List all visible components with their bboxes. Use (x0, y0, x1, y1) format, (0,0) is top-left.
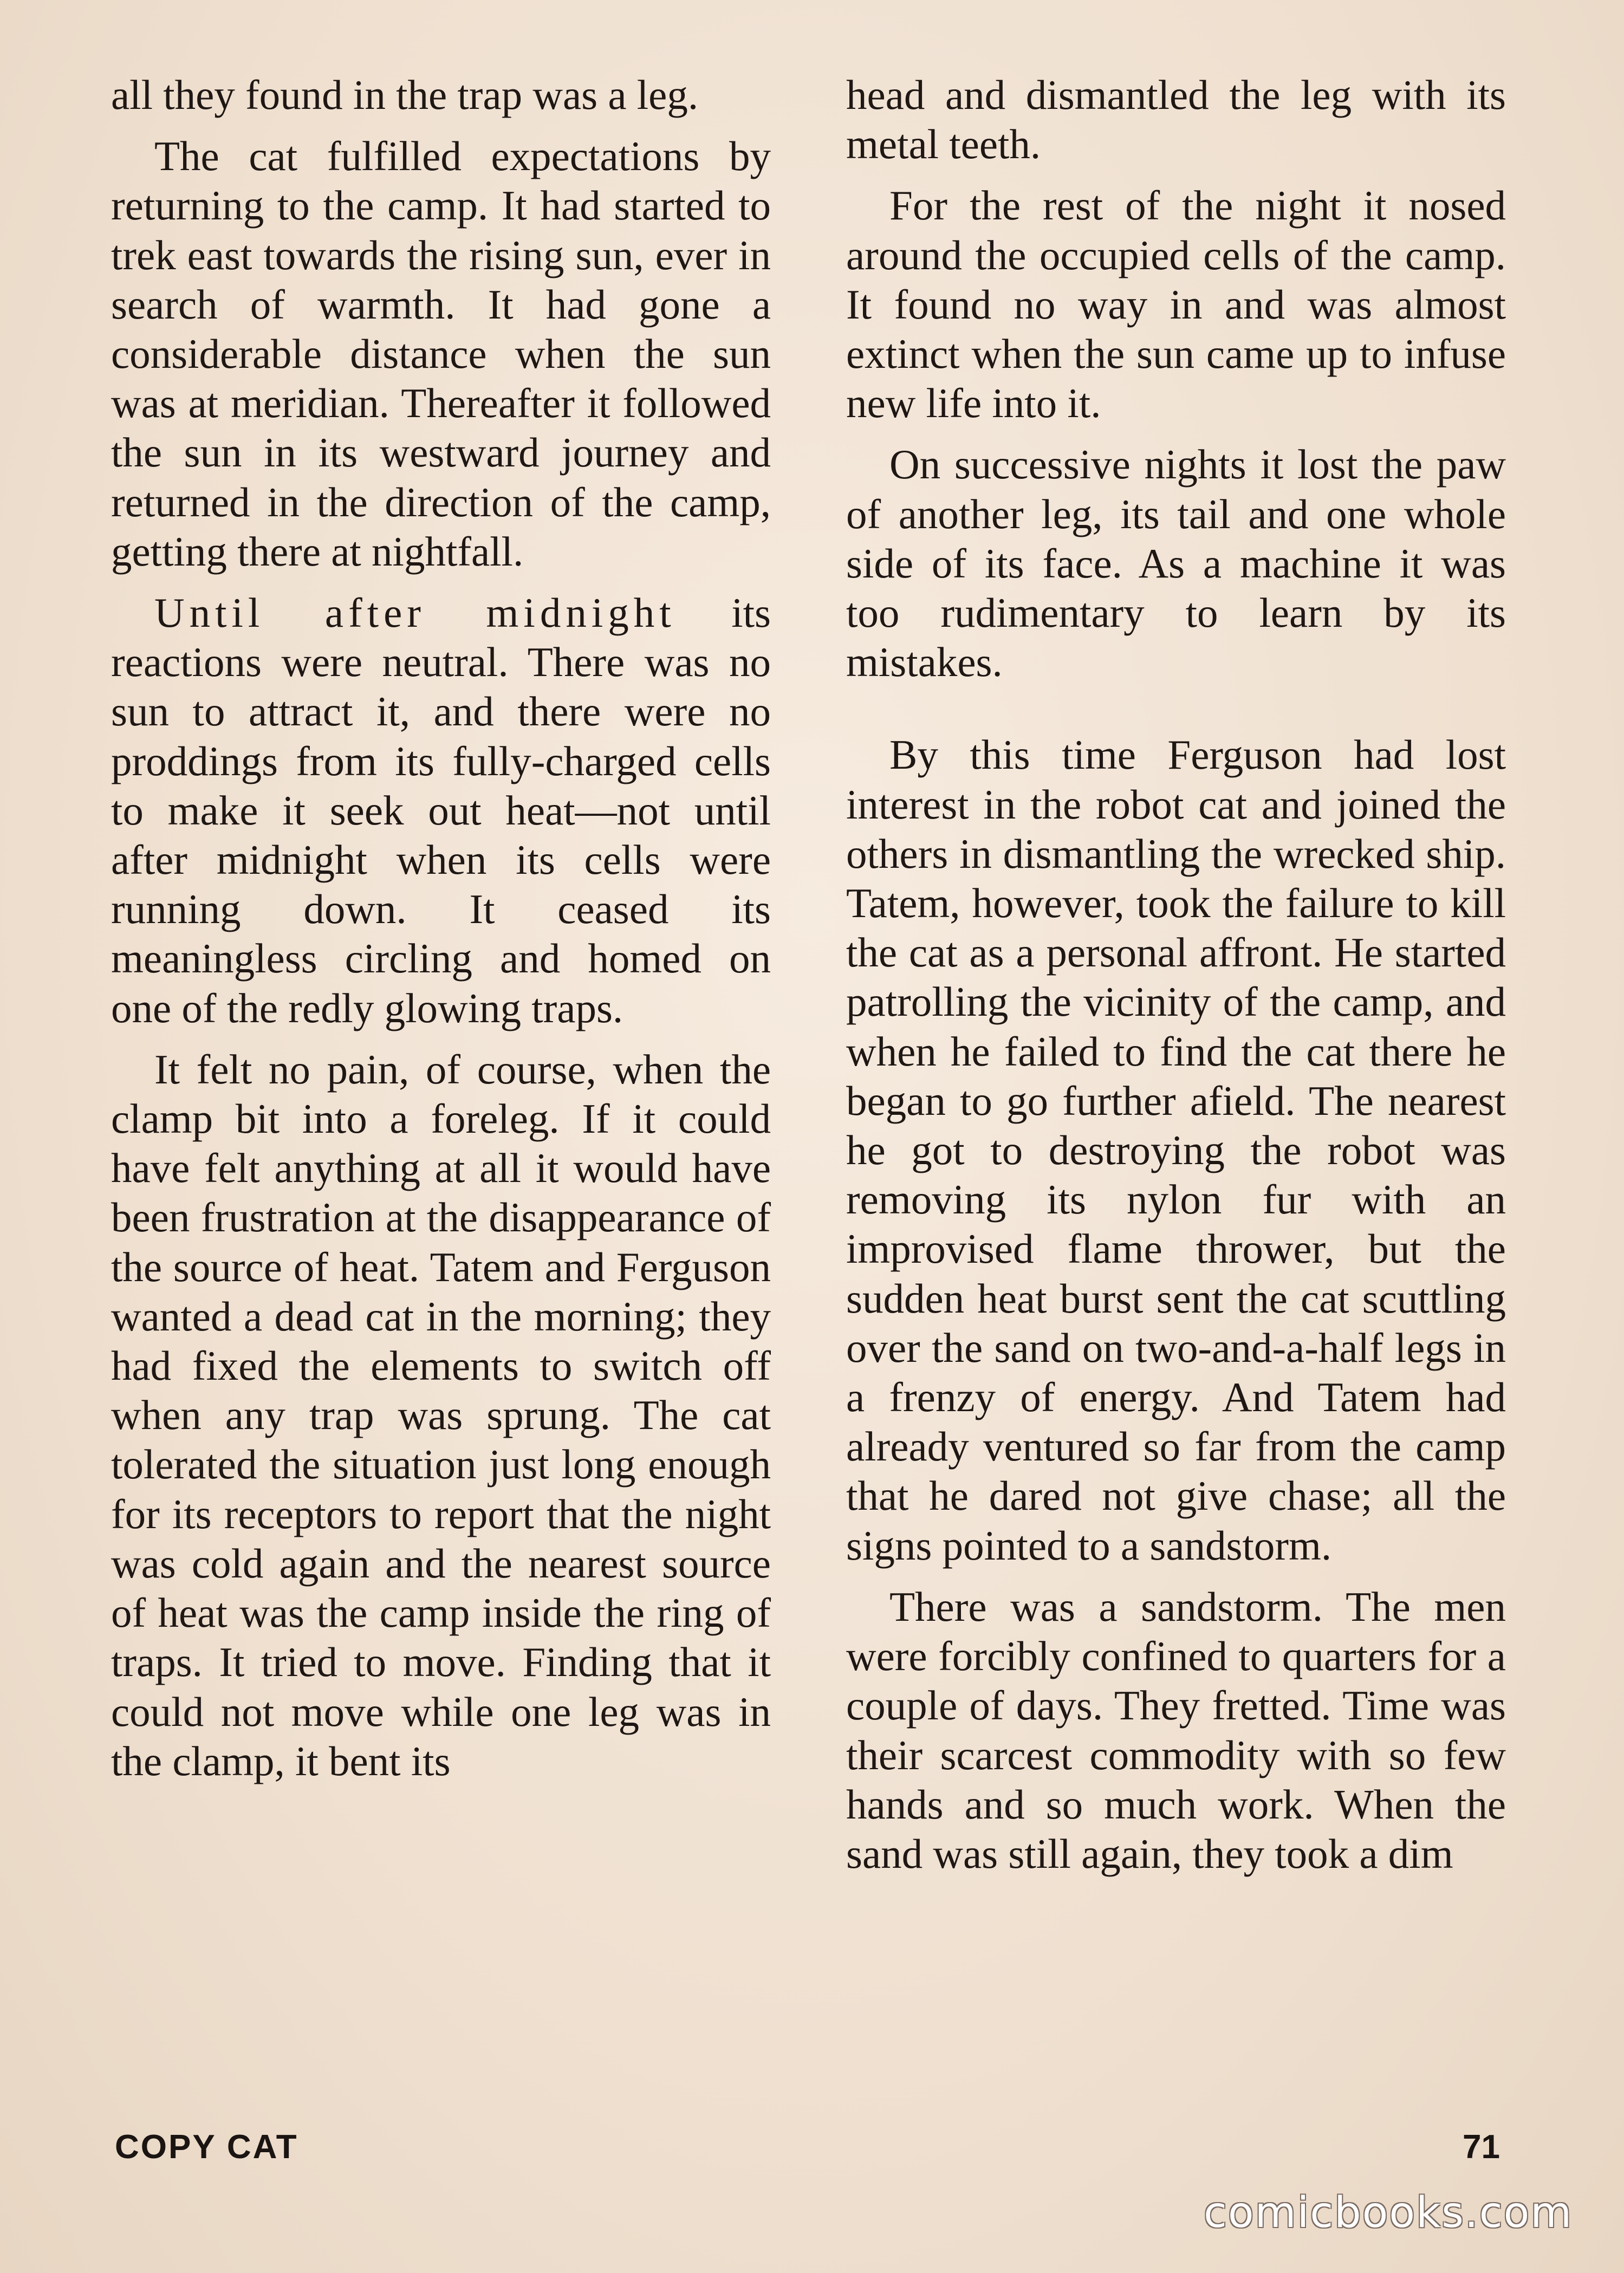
paragraph: There was a sandstorm. The men were forcibly confined to quarters for a couple of days. They fretted. Time was their scarcest commodity with so few hands and so much work. When the sand was still again, they took a dim (846, 1583, 1506, 1877)
paragraph: For the rest of the night it nosed around the occupied cells of the camp. It found no way in and was almost extinct when the sun came up to infuse new life into it. (846, 182, 1506, 427)
paragraph: It felt no pain, of course, when the clamp bit into a foreleg. If it could have felt anything at all it would have been frustration at the disappearance of the source of heat. Tatem and Ferguson wanted a dead cat in the morning; they had fixed the elements to switch off when any trap was sprung. The cat tolerated the situation just long enough for its receptors to report that the night was cold again and the nearest source of heat was the camp inside the ring of traps. It tried to move. Finding that it could not move while one leg was in the clamp, it bent its (111, 1045, 771, 1784)
paragraph: On successive nights it lost the paw of another leg, its tail and one whole side of its face. As a machine it was too rudimentary to learn by its mistakes. (846, 441, 1506, 686)
spaced-lead-in: Until after midnight (154, 589, 676, 637)
paragraph (111, 588, 771, 1033)
paragraph: By this time Ferguson had lost interest in the robot cat and joined the others in dismantling the wrecked ship. Tatem, however, took the failure to kill the cat as a personal affront. He started patrolling the vicinity of the camp, and when he failed to find the cat there he began to go further afield. The nearest he got to destroying the robot was removing its nylon fur with an improvised flame thrower, but the sudden heat burst sent the cat scuttling over the sand on two-and-a-half legs in a frenzy of energy. And Tatem had already ventured so far from the camp that he dared not give chase; all the signs pointed to a sandstorm. (846, 731, 1506, 1569)
paragraph-text: its reactions were neutral. There was no sun to attract it, and there were no proddings from its fully-charged cells to make it seek out heat—not until after midnight when its cells were running down. It ceased its meaningless circling and homed on one of the redly glowing traps. (111, 589, 771, 1031)
paragraph: The cat fulfilled expectations by returning to the camp. It had started to trek east towards the rising sun, ever in search of warmth. It had gone a considerable distance when the sun was at meridian. Thereafter it followed the sun in its westward journey and returned in the direction of the camp, getting there at nightfall. (111, 133, 771, 575)
right-text-column (846, 70, 1506, 1879)
paragraph: head and dismantled the leg with its metal teeth. (846, 72, 1506, 168)
left-text-column (111, 70, 771, 1786)
page-number: 71 (1463, 2128, 1500, 2166)
site-watermark: comicbooks.com (1204, 2188, 1573, 2237)
running-footer-title: COPY CAT (115, 2128, 298, 2166)
paragraph: all they found in the trap was a leg. (111, 72, 699, 118)
